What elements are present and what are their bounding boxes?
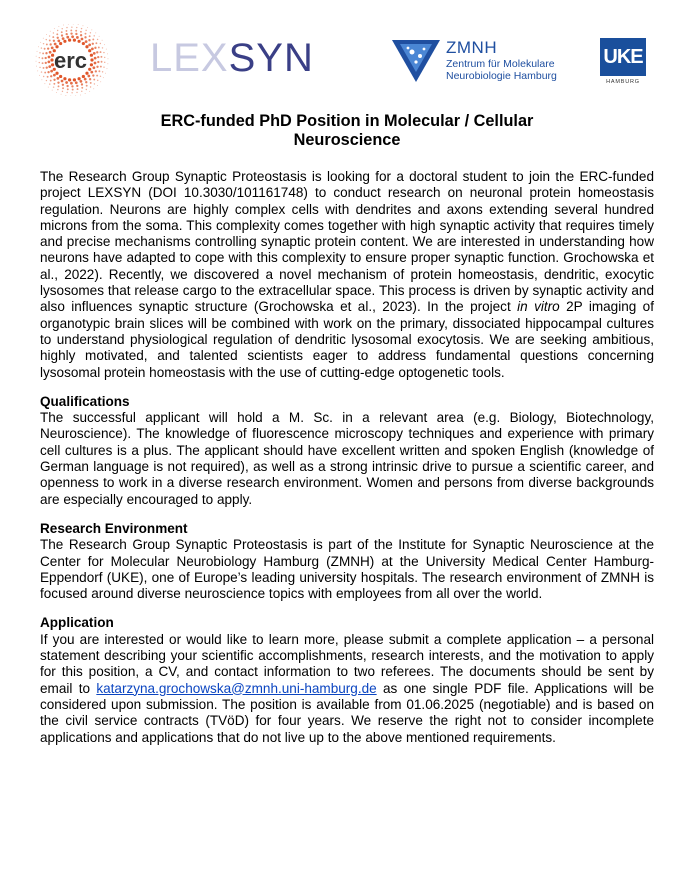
qualifications-text: The successful applicant will hold a M. Sc. in a relevant area (e.g. Biology, Biotechnology, Neuroscience). The knowledge of fluorescence microscopy techniques and experience with primary cell cultures is a plus. The applicant should have excellent written and spoken English (knowledge of German language is not required), as well as a strong intrinsic drive to pursue a scientific career, and openness to work in a diverse research environment. Women and persons from diverse backgrounds are especially encouraged to apply. (40, 410, 654, 507)
erc-dot (81, 38, 84, 41)
erc-dot (39, 67, 40, 68)
erc-dot (53, 74, 56, 77)
erc-dot (56, 92, 57, 93)
erc-dot (58, 85, 60, 87)
erc-dot (36, 61, 37, 62)
erc-dot (88, 39, 90, 41)
erc-dot (104, 62, 105, 63)
erc-dot (45, 62, 47, 64)
erc-dot (90, 71, 93, 74)
erc-dot (46, 43, 48, 45)
erc-dot (93, 52, 96, 55)
erc-dot (84, 78, 87, 81)
document-body (40, 169, 654, 746)
erc-dot (39, 52, 40, 53)
erc-dot (88, 68, 91, 71)
erc-dot (88, 49, 91, 52)
erc-dot (94, 83, 95, 84)
erc-dot (53, 40, 55, 42)
erc-dot (70, 32, 72, 34)
erc-dot (52, 36, 54, 38)
erc-dot (48, 65, 51, 68)
erc-dot (90, 54, 93, 57)
erc-dot (73, 78, 76, 81)
erc-dot (72, 89, 74, 91)
erc-dot (76, 27, 77, 28)
erc-dot (101, 61, 103, 63)
erc-dot (46, 34, 47, 35)
erc-dot (39, 62, 40, 63)
erc-dot (90, 63, 93, 66)
erc-dot (85, 33, 87, 35)
erc-dot (70, 95, 71, 96)
erc-dot (37, 51, 38, 52)
erc-dot (95, 70, 97, 72)
erc-dot (100, 66, 102, 68)
erc-dot (48, 56, 51, 59)
erc-dot (96, 51, 98, 53)
page-title (120, 112, 574, 150)
erc-dot (82, 25, 83, 26)
zmnh-logo-subtitle (446, 58, 557, 82)
erc-dot (97, 61, 99, 63)
erc-dot (76, 85, 78, 87)
erc-dot (87, 75, 90, 78)
erc-dot (81, 28, 82, 29)
erc-dot (62, 37, 65, 40)
erc-dot (104, 44, 105, 45)
erc-dot (46, 80, 47, 81)
erc-dot (66, 85, 68, 87)
erc-dot (106, 68, 107, 69)
environment-text: The Research Group Synaptic Proteostasis is part of the Institute for Synaptic Neuroscience at the Center for Molecular Neurobiology Hamburg (ZMNH) at the University Medical Center Hamburg-Eppendorf (UKE), one of Europe’s leading university hospitals. The research environment of ZMNH is focused around diverse neuroscience topics with employees from all over the world. (40, 537, 654, 602)
logo-header (0, 0, 694, 100)
erc-dot (73, 39, 76, 42)
erc-dot (105, 73, 106, 74)
erc-dot (89, 35, 91, 37)
erc-dot (77, 77, 80, 80)
erc-dot (103, 77, 104, 78)
erc-dot (43, 38, 44, 39)
erc-dot (86, 89, 87, 90)
erc-dot (50, 80, 52, 82)
erc-dot (47, 76, 49, 78)
erc-dot (68, 24, 69, 25)
erc-logo-text: erc (54, 48, 88, 73)
erc-starburst-icon (32, 24, 116, 96)
erc-dot (97, 39, 98, 40)
intro-text-part2: 2P imaging of organotypic brain slices will be combined with work on the primary, dissociated hippocampal cultures to understand physiological regulation of dendritic lysosomal exocytosis. We are seeking ambitious, highly motivated, and talented scientists eager to address fundamental questions concerning lysosomal protein homeostasis with the use of cutting-edge optogenetic tools. (40, 299, 654, 380)
uke-logo (600, 38, 648, 88)
erc-dot (77, 88, 79, 90)
erc-dot (63, 25, 64, 26)
erc-dot (39, 57, 40, 58)
environment-heading: Research Environment (40, 520, 188, 536)
erc-dot (94, 62, 97, 65)
erc-dot (103, 66, 104, 67)
page-title-line2: Neuroscience (293, 131, 401, 149)
erc-dot (100, 56, 102, 58)
intro-text-part1: The Research Group Synaptic Proteostasis is looking for a doctoral student to join the ERC-funded project LEXSYN (DOI 10.3030/101161748) to conduct research on neuronal protein homeostasis regulation. Neurons are highly complex cells with dendrites and axons extending several hundred microns from the soma. This complexity comes together with high synaptic activity that requires timely and precise mechanisms controlling synaptic protein content. We are interested in understanding how neurons have adapted to cope with this complexity to ensure proper synaptic function. Grochowska et al., 2022). Recently, we discovered a novel mechanism of protein homeostasis, dendritic, exocytic lysosomes that release cargo to the extracellular space. This process is driven by synaptic activity and also influences synaptic structure (Grochowska et al., 2023). In the project (40, 169, 654, 315)
erc-dot (41, 47, 42, 48)
erc-dot (99, 36, 100, 37)
erc-dot (90, 86, 91, 87)
erc-dot (61, 94, 62, 95)
erc-dot (41, 79, 42, 80)
erc-dot (97, 85, 98, 86)
erc-dot (56, 33, 58, 35)
erc-dot (85, 81, 87, 83)
erc-dot (100, 43, 101, 44)
erc-dot (81, 87, 83, 89)
erc-dot (61, 80, 64, 83)
uke-logo-box: UKE (600, 38, 646, 76)
erc-dot (81, 91, 82, 92)
erc-dot (93, 66, 96, 69)
erc-dot (50, 75, 52, 77)
erc-dot (50, 43, 52, 45)
erc-dot (63, 40, 66, 43)
erc-dot (85, 93, 86, 94)
erc-dot (40, 42, 41, 43)
application-heading: Application (40, 615, 114, 631)
erc-dot (88, 44, 91, 47)
erc-dot (39, 75, 40, 76)
lexsyn-logo (150, 38, 314, 78)
erc-dot (43, 67, 45, 69)
erc-dot (62, 91, 63, 92)
erc-dot (53, 32, 54, 33)
erc-dot (92, 43, 94, 45)
erc-dot (67, 92, 68, 93)
erc-dot (70, 82, 73, 85)
erc-dot (80, 94, 81, 95)
erc-dot (53, 86, 54, 87)
erc-dot (100, 51, 102, 53)
erc-dot (45, 57, 47, 59)
erc-dot (38, 46, 39, 47)
erc-dot (73, 24, 74, 25)
erc-dot (42, 62, 44, 64)
erc-dot (92, 39, 94, 41)
erc-dot (71, 92, 72, 93)
erc-dot (77, 40, 80, 43)
erc-dot (93, 79, 95, 81)
erc-dot (107, 63, 108, 64)
erc-dot (67, 88, 69, 90)
erc-dot (94, 47, 96, 49)
erc-dot (57, 89, 58, 90)
erc-dot (42, 52, 44, 54)
erc-dot (46, 39, 47, 40)
erc-dot (96, 75, 98, 77)
erc-dot (98, 47, 100, 49)
application-section (40, 615, 654, 745)
erc-dot (81, 83, 83, 85)
erc-dot (44, 48, 46, 50)
erc-dot (49, 83, 50, 84)
erc-dot (89, 78, 91, 80)
erc-dot (57, 77, 60, 80)
lexsyn-logo-dark: SYN (228, 36, 314, 80)
erc-dot (36, 56, 37, 57)
erc-dot (97, 80, 98, 81)
erc-dot (76, 36, 79, 39)
erc-dot (59, 75, 62, 78)
erc-dot (66, 27, 67, 28)
erc-dot (71, 85, 73, 87)
erc-dot (76, 92, 77, 93)
erc-dot (84, 36, 86, 38)
erc-dot (53, 83, 55, 85)
erc-dot (100, 76, 101, 77)
erc-dot (42, 57, 44, 59)
erc-dot (57, 82, 59, 84)
erc-dot (44, 83, 45, 84)
erc-dot (53, 79, 55, 81)
erc-dot (95, 32, 96, 33)
erc-dot (90, 32, 91, 33)
erc-dot (37, 70, 38, 71)
erc-dot (107, 58, 108, 59)
erc-dot (75, 33, 77, 35)
zmnh-flask-icon (390, 38, 442, 84)
erc-dot (86, 85, 88, 87)
erc-dot (104, 57, 105, 58)
application-text-part1: If you are interested or would like to learn more, please submit a complete application – a personal statement describing your scientific accomplishments, research interests, and the motivation to apply for this position, a CV, and contact information to two referees. The documents should be sent by email to (40, 631, 654, 696)
qualifications-heading: Qualifications (40, 393, 130, 409)
erc-dot (97, 56, 99, 58)
erc-dot (52, 90, 53, 91)
erc-dot (71, 26, 72, 27)
erc-dot (107, 53, 108, 54)
erc-dot (100, 81, 101, 82)
erc-dot (61, 31, 63, 33)
intro-italic-term: in vitro (517, 299, 560, 315)
erc-dot (58, 26, 59, 27)
erc-dot (94, 57, 97, 60)
erc-dot (49, 35, 50, 36)
zmnh-logo (390, 38, 590, 84)
application-text (40, 632, 654, 746)
erc-dot (62, 84, 64, 86)
environment-section (40, 521, 654, 602)
erc-dot (50, 70, 53, 73)
erc-dot (75, 95, 76, 96)
zmnh-subtitle-line1: Zentrum für Molekulare (446, 58, 555, 70)
application-text-part2: as one single PDF file. Applications will be considered upon submission. The position is available from 01.06.2025 (negotiable) and is based on the civil service contracts (TVöD) for four years. We reserve the right not to consider incomplete applications and applications that do not live up to the above mentioned requirements. (40, 680, 654, 745)
erc-dot (50, 31, 51, 32)
erc-dot (59, 42, 62, 45)
erc-dot (95, 42, 97, 44)
erc-dot (57, 30, 58, 31)
zmnh-logo-name: ZMNH (446, 38, 498, 57)
erc-dot (45, 52, 47, 54)
erc-dot (47, 60, 50, 63)
lexsyn-logo-light: LEX (150, 36, 229, 80)
erc-dot (47, 47, 49, 49)
erc-dot (63, 77, 66, 80)
erc-dot (46, 67, 48, 69)
erc-dot (78, 24, 79, 25)
erc-dot (65, 95, 66, 96)
uke-logo-city: HAMBURG (606, 79, 640, 85)
zmnh-subtitle-line2: Neurobiologie Hamburg (446, 70, 557, 82)
erc-dot (103, 52, 104, 53)
erc-dot (87, 27, 88, 28)
erc-dot (61, 34, 63, 36)
erc-dot (90, 58, 93, 61)
erc-dot (98, 70, 100, 72)
erc-dot (80, 31, 82, 33)
erc-dot (102, 40, 103, 41)
erc-dot (54, 43, 57, 46)
email-link[interactable]: katarzyna.grochowska@zmnh.uni-hamburg.de (96, 680, 377, 696)
erc-dot (66, 36, 69, 39)
erc-dot (90, 82, 92, 84)
erc-dot (54, 28, 55, 29)
erc-dot (68, 78, 71, 81)
erc-dot (66, 30, 68, 32)
page-title-line1: ERC-funded PhD Position in Molecular / Cellular (160, 112, 534, 130)
erc-dot (70, 29, 72, 31)
erc-dot (71, 35, 74, 38)
erc-dot (80, 34, 82, 36)
erc-dot (65, 81, 68, 84)
erc-dot (41, 71, 42, 72)
erc-dot (106, 49, 107, 50)
erc-dot (75, 81, 78, 84)
erc-dot (49, 51, 52, 54)
erc-dot (44, 72, 46, 74)
qualifications-section (40, 394, 654, 508)
erc-dot (94, 35, 95, 36)
erc-dot (66, 33, 68, 35)
erc-dot (82, 42, 85, 45)
erc-dot (91, 29, 92, 30)
erc-dot (57, 40, 60, 43)
erc-dot (43, 76, 44, 77)
erc-dot (102, 47, 103, 48)
erc-dot (91, 48, 94, 51)
erc-dot (89, 91, 90, 92)
erc-dot (80, 80, 83, 83)
erc-dot (75, 30, 77, 32)
erc-dot (43, 43, 44, 44)
erc-dot (62, 28, 63, 29)
erc-dot (62, 87, 64, 89)
erc-dot (85, 30, 86, 31)
erc-dot (57, 37, 59, 39)
erc-dot (96, 66, 98, 68)
erc-dot (93, 88, 94, 89)
erc-dot (48, 87, 49, 88)
erc-dot (47, 71, 49, 73)
erc-dot (68, 39, 71, 42)
erc-dot (85, 40, 88, 43)
erc-dot (82, 75, 85, 78)
intro-paragraph (40, 169, 654, 381)
erc-logo (32, 24, 116, 96)
erc-dot (49, 40, 51, 42)
erc-dot (36, 66, 37, 67)
erc-dot (102, 71, 103, 72)
erc-dot (92, 74, 94, 76)
